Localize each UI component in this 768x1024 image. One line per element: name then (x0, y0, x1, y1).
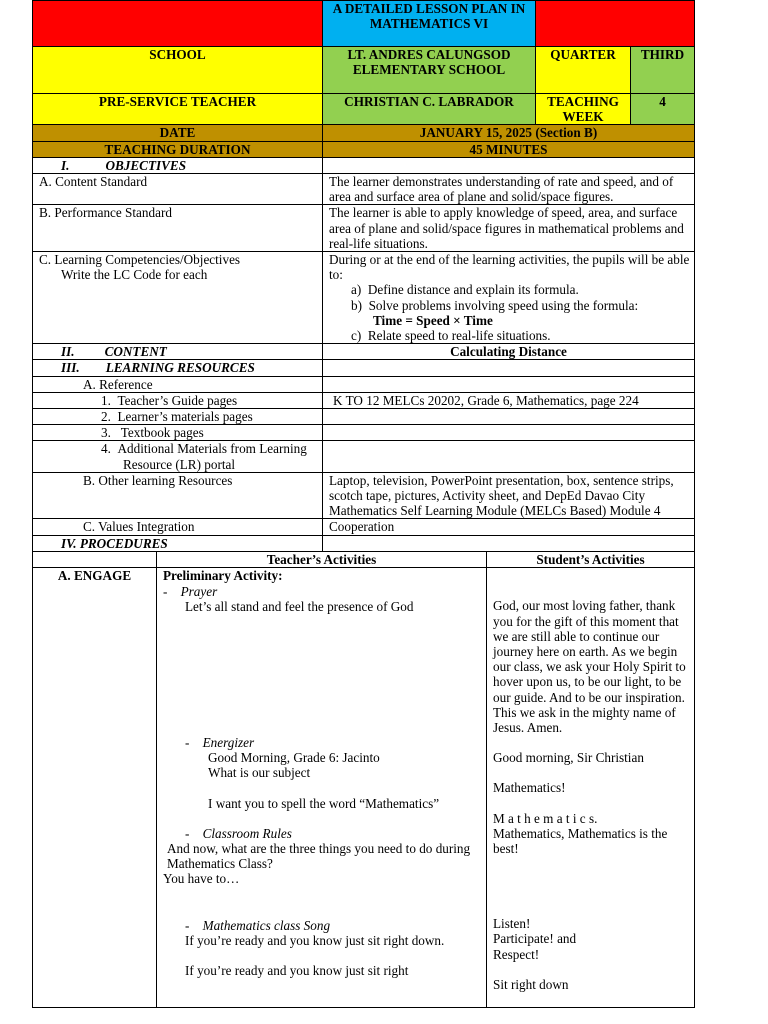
student-rule-answer: Listen! (493, 916, 531, 932)
competencies-label (33, 252, 323, 344)
prayer-item: - Prayer (163, 583, 218, 599)
competencies-content (323, 252, 695, 344)
teacher-value: CHRISTIAN C. LABRADOR (323, 94, 536, 125)
competencies-label-line1: C. Learning Competencies/Objectives (39, 252, 241, 268)
objective-item: b) Solve problems involving speed using the formula: (351, 297, 639, 313)
other-resources-label: B. Other learning Resources (33, 472, 323, 519)
student-activities-cell (487, 568, 695, 1008)
energizer-label: Energizer (202, 735, 255, 750)
teacher-activities-header: Teacher’s Activities (157, 552, 487, 568)
ref-item-value (323, 425, 695, 441)
ref-item-value (323, 409, 695, 425)
ref-item-label: 4. Additional Materials from Learning Resource (LR) portal (33, 441, 323, 472)
date-label: DATE (33, 125, 323, 141)
rules-prompt: You have to… (163, 871, 240, 887)
ref-item-value (323, 441, 695, 472)
document-title: A DETAILED LESSON PLAN IN MATHEMATICS VI (323, 1, 536, 47)
date-value: JANUARY 15, 2025 (Section B) (323, 125, 695, 141)
objectives-heading-number: I. (61, 157, 70, 173)
student-prayer: God, our most loving father, thank you for the gift of this moment that we are still able to continue our journey here on earth. As we begin our class, we ask your Holy Spirit to hover upon us, to be our light, to be our guide. And to be our inspiration. This we ask in the mighty name of Jesus. Amen. (493, 598, 686, 736)
ref-item-label: 2. Learner’s materials pages (33, 409, 323, 425)
prayer-label: Prayer (180, 583, 218, 599)
performance-standard-text: The learner is able to apply knowledge of speed, area, and surface area of plane and solid/space figures in mathematical problems and real-life situations. (323, 205, 695, 252)
reference-label: A. Reference (33, 376, 323, 392)
teacher-label: PRE-SERVICE TEACHER (33, 94, 323, 125)
competencies-label-line2: Write the LC Code for each (61, 267, 208, 283)
student-rule-answer: Respect! (493, 946, 540, 962)
energizer-item: - Energizer (185, 735, 255, 750)
energizer-greeting: Good Morning, Grade 6: Jacinto (208, 750, 380, 766)
classroom-rules-label: Classroom Rules (202, 825, 292, 841)
learning-resources-heading: III. LEARNING RESOURCES (33, 360, 323, 376)
student-greeting: Good morning, Sir Christian (493, 750, 644, 766)
ref-item-label: 1. Teacher’s Guide pages (33, 392, 323, 408)
content-heading: II. CONTENT (33, 344, 323, 360)
objective-item: a) Define distance and explain its formula. (351, 282, 579, 298)
student-rule-answer: Participate! and (493, 931, 577, 947)
competencies-intro: During or at the end of the learning activities, the pupils will be able to: (329, 252, 690, 283)
values-integration-value: Cooperation (323, 519, 695, 535)
student-activities-header: Student’s Activities (487, 552, 695, 568)
engage-phase-label: A. ENGAGE (33, 568, 157, 1008)
duration-label: TEACHING DURATION (33, 141, 323, 157)
lesson-plan-table (32, 0, 695, 552)
procedures-table (32, 552, 695, 1009)
song-label: Mathematics class Song (202, 917, 331, 933)
header-red-right (536, 1, 695, 47)
teaching-week-value: 4 (631, 94, 695, 125)
lesson-plan-sheet (32, 0, 694, 1008)
student-spelling: M a t h e m a t i c s. (493, 810, 598, 826)
procedures-heading-blank (323, 535, 695, 551)
song-line: If you’re ready and you know just sit right down. (185, 932, 445, 948)
reference-blank (323, 376, 695, 392)
song-item: - Mathematics class Song (185, 917, 331, 933)
objectives-list (329, 282, 690, 343)
header-red-left (33, 1, 323, 47)
duration-value: 45 MINUTES (323, 141, 695, 157)
quarter-value: THIRD (631, 47, 695, 94)
song-line: If you’re ready and you know just sit right (185, 963, 409, 979)
quarter-label: QUARTER (536, 47, 631, 94)
procedures-heading: IV. PROCEDURES (33, 535, 323, 551)
content-value: Calculating Distance (323, 344, 695, 360)
prayer-instruction: Let’s all stand and feel the presence of God (185, 598, 414, 614)
content-standard-text: The learner demonstrates understanding of rate and speed, and of area and surface area of plane and solid/space figures. (323, 174, 695, 205)
school-value: LT. ANDRES CALUNGSOD ELEMENTARY SCHOOL (323, 47, 536, 94)
ref-item-value: K TO 12 MELCs 20202, Grade 6, Mathematics, page 224 (323, 392, 695, 408)
speed-formula: Time = Speed × Time (373, 312, 493, 328)
other-resources-value: Laptop, television, PowerPoint presentation, box, sentence strips, scotch tape, pictures, Activity sheet, and DepEd Davao City Mathematics Self Learning Module (MELCs Based) Module 4 (323, 472, 695, 519)
student-song-response: Sit right down (493, 976, 569, 992)
learning-resources-blank (323, 360, 695, 376)
objective-item: c) Relate speed to real-life situations. (351, 328, 551, 344)
procedures-corner (33, 552, 157, 568)
classroom-rules-item: - Classroom Rules (185, 825, 292, 841)
objectives-heading (33, 157, 323, 173)
energizer-question: What is our subject (208, 765, 311, 781)
content-standard-label: A. Content Standard (33, 174, 323, 205)
school-label: SCHOOL (33, 47, 323, 94)
student-cheer: Mathematics, Mathematics is the best! (493, 825, 668, 857)
objectives-heading-text: OBJECTIVES (105, 157, 187, 173)
teacher-activities-cell (157, 568, 487, 1008)
spell-instruction: I want you to spell the word “Mathematics” (208, 795, 440, 811)
ref-item-label: 3. Textbook pages (33, 425, 323, 441)
preliminary-activity-label: Preliminary Activity: (163, 568, 283, 584)
values-integration-label: C. Values Integration (33, 519, 323, 535)
teaching-week-label: TEACHING WEEK (536, 94, 631, 125)
student-subject-answer: Mathematics! (493, 780, 566, 796)
performance-standard-label: B. Performance Standard (33, 205, 323, 252)
objectives-heading-blank (323, 157, 695, 173)
rules-question: And now, what are the three things you need to do during Mathematics Class? (167, 841, 471, 872)
